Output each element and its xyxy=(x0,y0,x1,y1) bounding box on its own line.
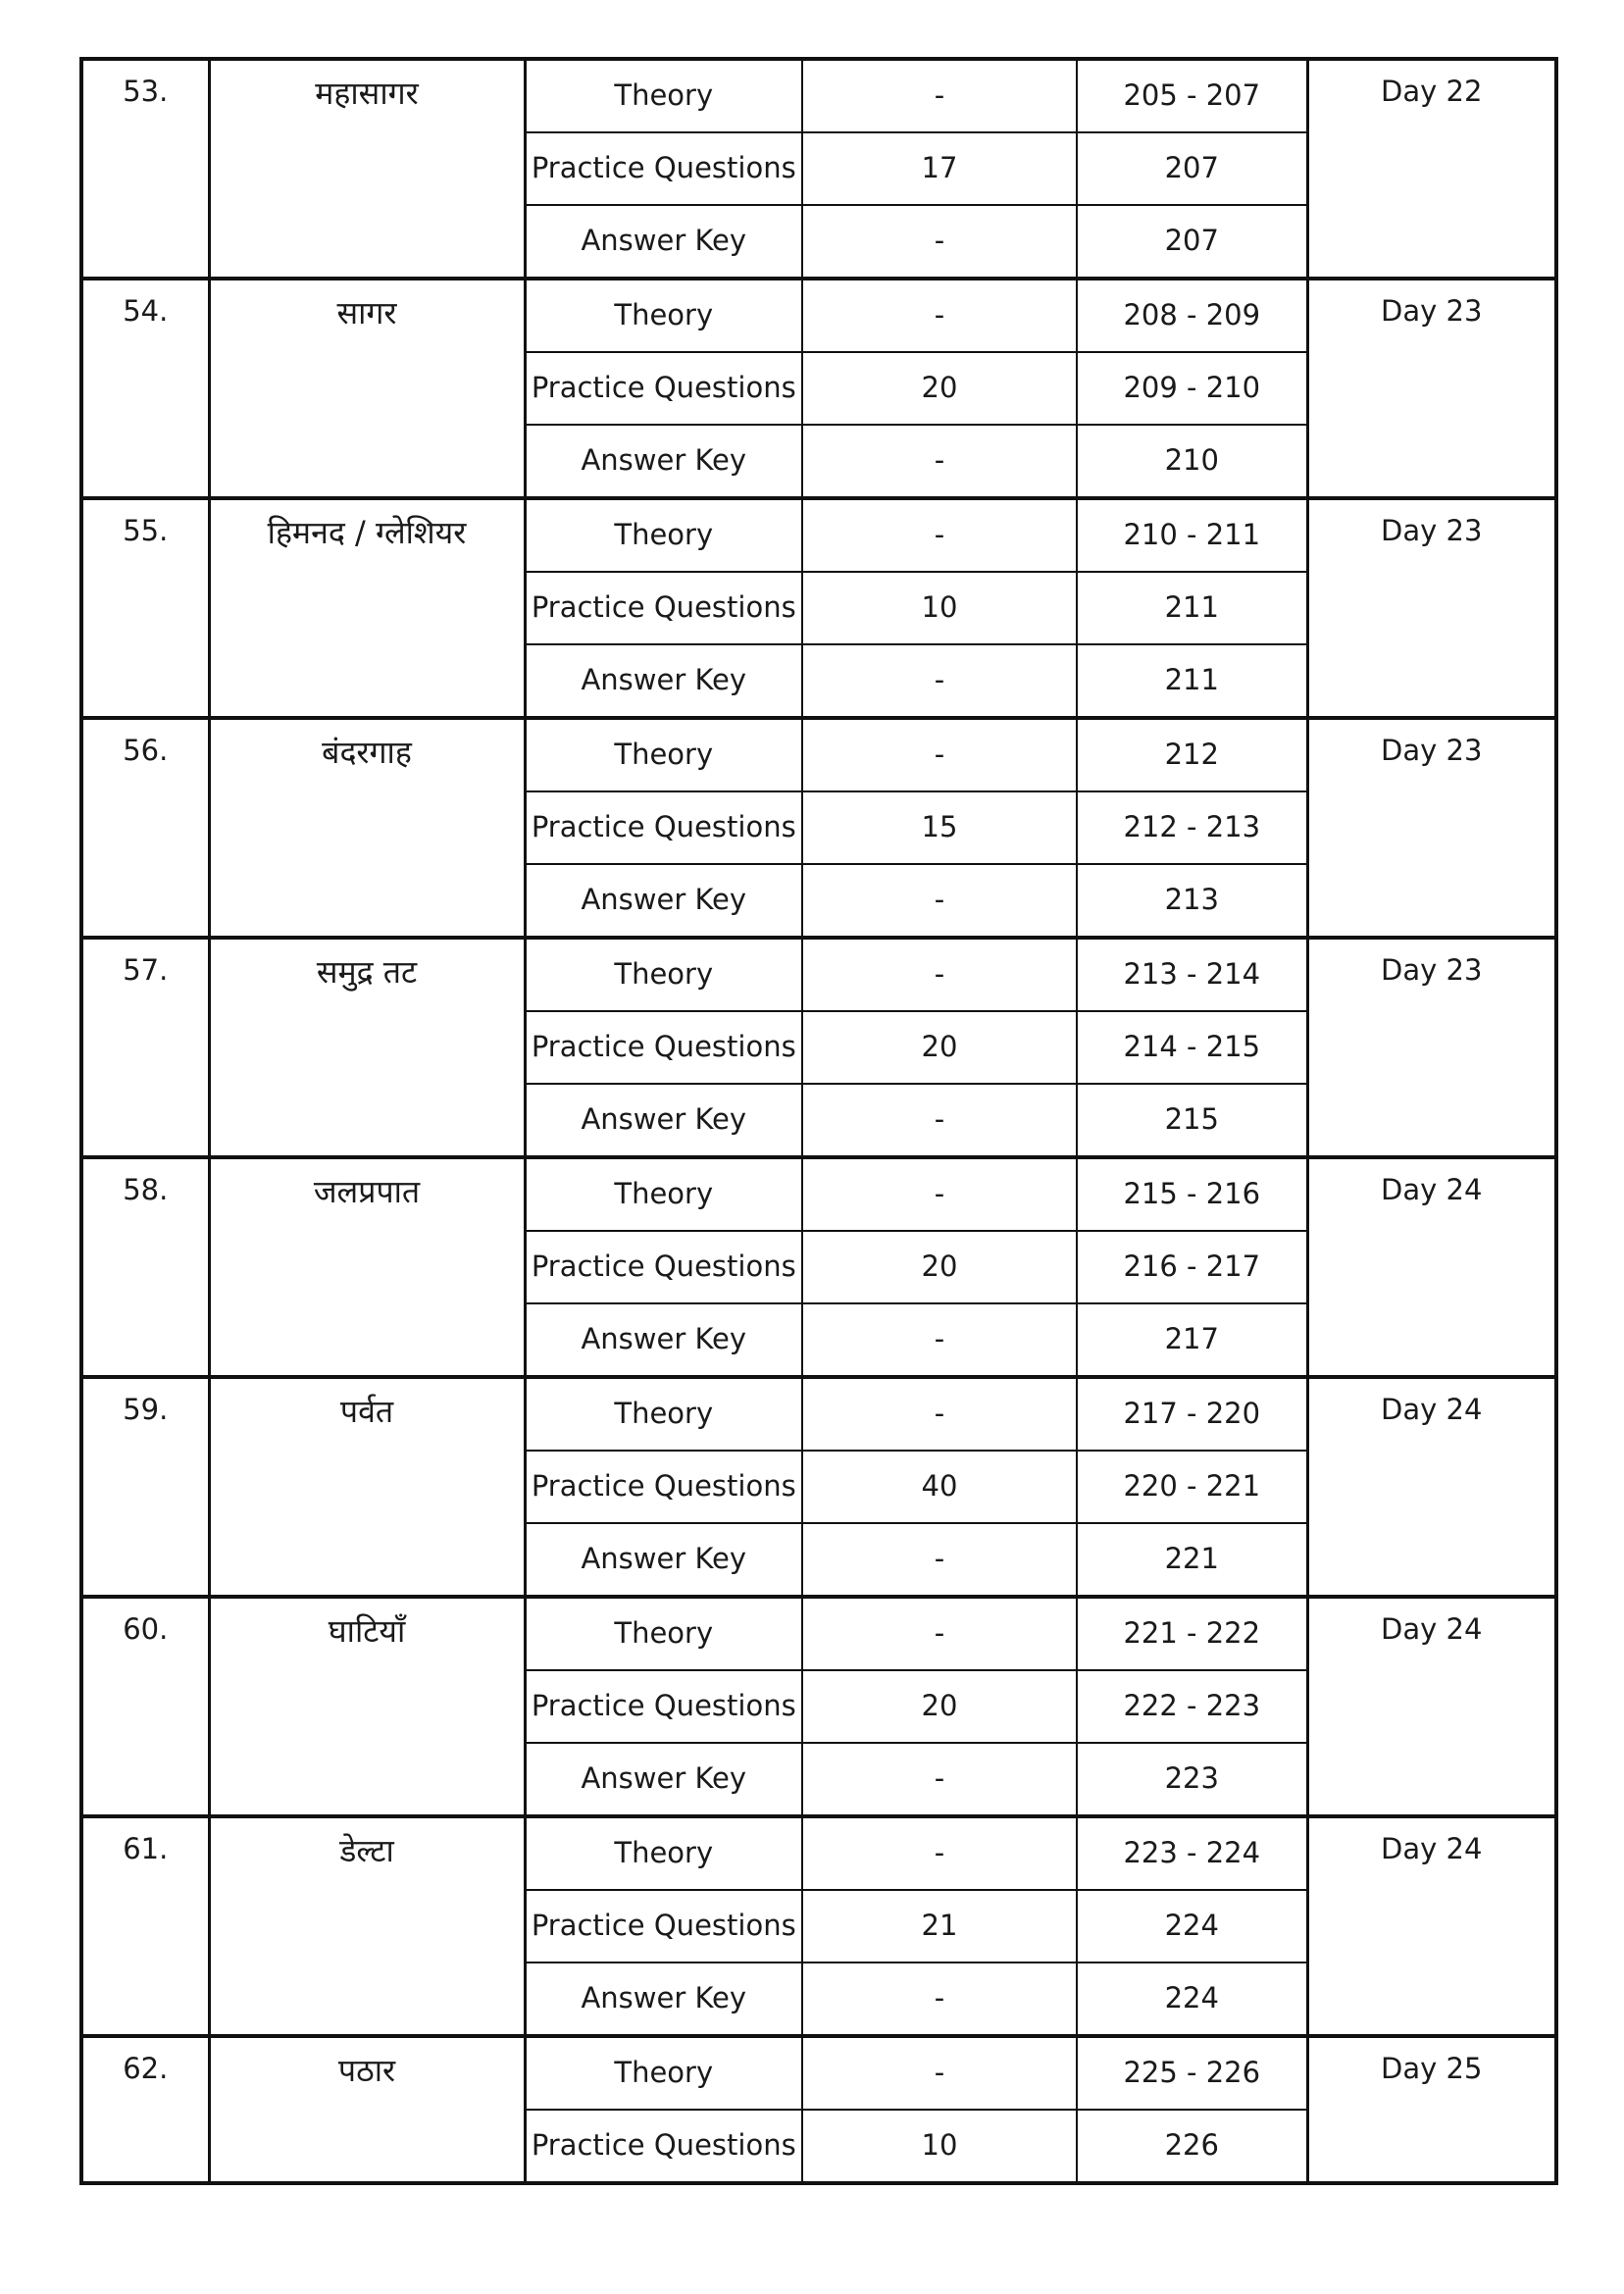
page-range: 212 xyxy=(1077,718,1307,791)
page-range: 223 - 224 xyxy=(1077,1816,1307,1890)
table-row xyxy=(81,1597,1556,1670)
page-range: 205 - 207 xyxy=(1077,59,1307,132)
question-count: 17 xyxy=(802,132,1077,205)
page-range: 222 - 223 xyxy=(1077,1670,1307,1743)
question-count: - xyxy=(802,205,1077,279)
chapter-topic: सागर xyxy=(209,279,525,498)
page-range: 215 xyxy=(1077,1084,1307,1157)
page-range: 223 xyxy=(1077,1743,1307,1816)
page-range: 207 xyxy=(1077,205,1307,279)
question-count: 15 xyxy=(802,791,1077,864)
page-range: 217 - 220 xyxy=(1077,1377,1307,1451)
table-row xyxy=(81,1157,1556,1231)
chapter-number: 55. xyxy=(81,498,209,718)
section-type: Practice Questions xyxy=(525,132,802,205)
question-count: - xyxy=(802,1743,1077,1816)
study-day: Day 24 xyxy=(1307,1816,1556,2036)
page-range: 211 xyxy=(1077,644,1307,718)
chapter-number: 57. xyxy=(81,938,209,1157)
page-range: 207 xyxy=(1077,132,1307,205)
table-row xyxy=(81,2036,1556,2110)
section-type: Practice Questions xyxy=(525,1011,802,1084)
page-range: 216 - 217 xyxy=(1077,1231,1307,1303)
study-day: Day 23 xyxy=(1307,718,1556,938)
table-row xyxy=(81,498,1556,572)
section-type: Theory xyxy=(525,938,802,1011)
page-range: 224 xyxy=(1077,1890,1307,1963)
question-count: 10 xyxy=(802,572,1077,644)
page-range: 217 xyxy=(1077,1303,1307,1377)
page-range: 225 - 226 xyxy=(1077,2036,1307,2110)
question-count: - xyxy=(802,498,1077,572)
chapter-topic: डेल्टा xyxy=(209,1816,525,2036)
table-row xyxy=(81,718,1556,791)
chapter-topic: बंदरगाह xyxy=(209,718,525,938)
section-type: Theory xyxy=(525,2036,802,2110)
question-count: - xyxy=(802,1523,1077,1597)
question-count: - xyxy=(802,279,1077,352)
page-range: 215 - 216 xyxy=(1077,1157,1307,1231)
study-day: Day 25 xyxy=(1307,2036,1556,2183)
question-count: - xyxy=(802,1597,1077,1670)
chapter-number: 54. xyxy=(81,279,209,498)
page-range: 224 xyxy=(1077,1963,1307,2036)
section-type: Answer Key xyxy=(525,1303,802,1377)
chapter-topic: समुद्र तट xyxy=(209,938,525,1157)
chapter-number: 61. xyxy=(81,1816,209,2036)
section-type: Theory xyxy=(525,1597,802,1670)
study-day: Day 24 xyxy=(1307,1377,1556,1597)
question-count: 20 xyxy=(802,1670,1077,1743)
question-count: 20 xyxy=(802,352,1077,425)
study-schedule-table xyxy=(79,57,1558,2185)
page-range: 211 xyxy=(1077,572,1307,644)
question-count: - xyxy=(802,938,1077,1011)
question-count: - xyxy=(802,425,1077,498)
section-type: Practice Questions xyxy=(525,572,802,644)
section-type: Answer Key xyxy=(525,1523,802,1597)
study-day: Day 24 xyxy=(1307,1597,1556,1816)
page-range: 212 - 213 xyxy=(1077,791,1307,864)
chapter-number: 56. xyxy=(81,718,209,938)
page-range: 220 - 221 xyxy=(1077,1451,1307,1523)
section-type: Practice Questions xyxy=(525,791,802,864)
chapter-topic: महासागर xyxy=(209,59,525,279)
question-count: - xyxy=(802,1816,1077,1890)
study-day: Day 23 xyxy=(1307,498,1556,718)
page-range: 226 xyxy=(1077,2110,1307,2183)
question-count: - xyxy=(802,644,1077,718)
section-type: Answer Key xyxy=(525,644,802,718)
section-type: Theory xyxy=(525,1377,802,1451)
question-count: - xyxy=(802,1963,1077,2036)
section-type: Answer Key xyxy=(525,864,802,938)
question-count: - xyxy=(802,1084,1077,1157)
page-range: 210 - 211 xyxy=(1077,498,1307,572)
chapter-number: 53. xyxy=(81,59,209,279)
study-day: Day 23 xyxy=(1307,938,1556,1157)
chapter-number: 59. xyxy=(81,1377,209,1597)
section-type: Practice Questions xyxy=(525,1451,802,1523)
question-count: 21 xyxy=(802,1890,1077,1963)
question-count: 20 xyxy=(802,1011,1077,1084)
study-day: Day 23 xyxy=(1307,279,1556,498)
chapter-number: 58. xyxy=(81,1157,209,1377)
section-type: Practice Questions xyxy=(525,2110,802,2183)
table-row xyxy=(81,59,1556,132)
page-range: 213 xyxy=(1077,864,1307,938)
question-count: - xyxy=(802,2036,1077,2110)
table-row xyxy=(81,1377,1556,1451)
question-count: - xyxy=(802,1303,1077,1377)
section-type: Answer Key xyxy=(525,425,802,498)
schedule-body xyxy=(81,59,1556,2183)
question-count: 10 xyxy=(802,2110,1077,2183)
table-row xyxy=(81,279,1556,352)
chapter-topic: हिमनद / ग्लेशियर xyxy=(209,498,525,718)
page-range: 208 - 209 xyxy=(1077,279,1307,352)
section-type: Practice Questions xyxy=(525,1231,802,1303)
table-row xyxy=(81,1816,1556,1890)
section-type: Answer Key xyxy=(525,205,802,279)
question-count: - xyxy=(802,864,1077,938)
page-range: 210 xyxy=(1077,425,1307,498)
question-count: 20 xyxy=(802,1231,1077,1303)
section-type: Practice Questions xyxy=(525,1670,802,1743)
chapter-topic: पर्वत xyxy=(209,1377,525,1597)
question-count: - xyxy=(802,1157,1077,1231)
section-type: Theory xyxy=(525,718,802,791)
study-day: Day 22 xyxy=(1307,59,1556,279)
study-day: Day 24 xyxy=(1307,1157,1556,1377)
section-type: Practice Questions xyxy=(525,352,802,425)
section-type: Theory xyxy=(525,279,802,352)
page-range: 221 xyxy=(1077,1523,1307,1597)
question-count: - xyxy=(802,718,1077,791)
page-range: 213 - 214 xyxy=(1077,938,1307,1011)
section-type: Theory xyxy=(525,1157,802,1231)
section-type: Theory xyxy=(525,498,802,572)
question-count: 40 xyxy=(802,1451,1077,1523)
question-count: - xyxy=(802,1377,1077,1451)
section-type: Theory xyxy=(525,1816,802,1890)
page-range: 221 - 222 xyxy=(1077,1597,1307,1670)
chapter-topic: पठार xyxy=(209,2036,525,2183)
chapter-topic: जलप्रपात xyxy=(209,1157,525,1377)
page-range: 209 - 210 xyxy=(1077,352,1307,425)
section-type: Practice Questions xyxy=(525,1890,802,1963)
chapter-topic: घाटियाँ xyxy=(209,1597,525,1816)
section-type: Answer Key xyxy=(525,1084,802,1157)
chapter-number: 60. xyxy=(81,1597,209,1816)
section-type: Answer Key xyxy=(525,1963,802,2036)
section-type: Theory xyxy=(525,59,802,132)
question-count: - xyxy=(802,59,1077,132)
page-range: 214 - 215 xyxy=(1077,1011,1307,1084)
table-row xyxy=(81,938,1556,1011)
chapter-number: 62. xyxy=(81,2036,209,2183)
section-type: Answer Key xyxy=(525,1743,802,1816)
